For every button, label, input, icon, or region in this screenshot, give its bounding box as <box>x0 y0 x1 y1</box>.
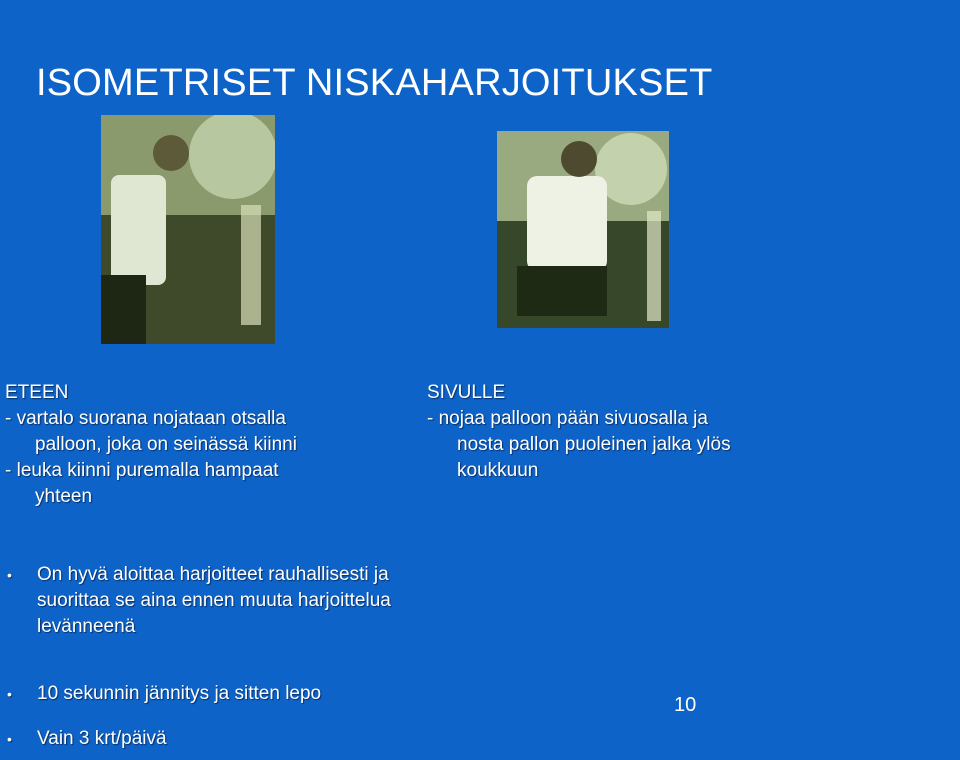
front-line: yhteen <box>35 486 93 507</box>
photo-front-exercise <box>101 115 275 344</box>
side-line: nosta pallon puoleinen jalka ylös <box>457 434 731 455</box>
side-line: koukkuun <box>457 460 539 481</box>
front-line: - leuka kiinni puremalla hampaat <box>5 460 279 481</box>
photo-side-illustration <box>497 131 669 328</box>
bullet-text: 10 sekunnin jännitys ja sitten lepo <box>37 683 322 704</box>
bullet-text: Vain 3 krt/päivä <box>37 728 167 749</box>
photo-front-illustration <box>101 115 275 344</box>
side-exercise-description <box>427 380 827 484</box>
bullet-icon: • <box>7 686 12 702</box>
side-heading: SIVULLE <box>427 382 506 403</box>
front-heading: ETEEN <box>5 382 69 403</box>
bullet-icon: • <box>7 731 12 747</box>
front-line: - vartalo suorana nojataan otsalla <box>5 408 286 429</box>
side-line: - nojaa palloon pään sivuosalla ja <box>427 408 708 429</box>
slide-title: ISOMETRISET NISKAHARJOITUKSET <box>36 62 713 104</box>
bullet-text: On hyvä aloittaa harjoitteet rauhallisesti ja suorittaa se aina ennen muuta harjoittelua levänneenä <box>37 564 391 637</box>
front-line: palloon, joka on seinässä kiinni <box>35 434 297 455</box>
front-exercise-description <box>5 380 385 510</box>
bullet-icon: • <box>7 567 12 583</box>
photo-side-exercise <box>497 131 669 328</box>
page-number: 10 <box>674 694 697 716</box>
